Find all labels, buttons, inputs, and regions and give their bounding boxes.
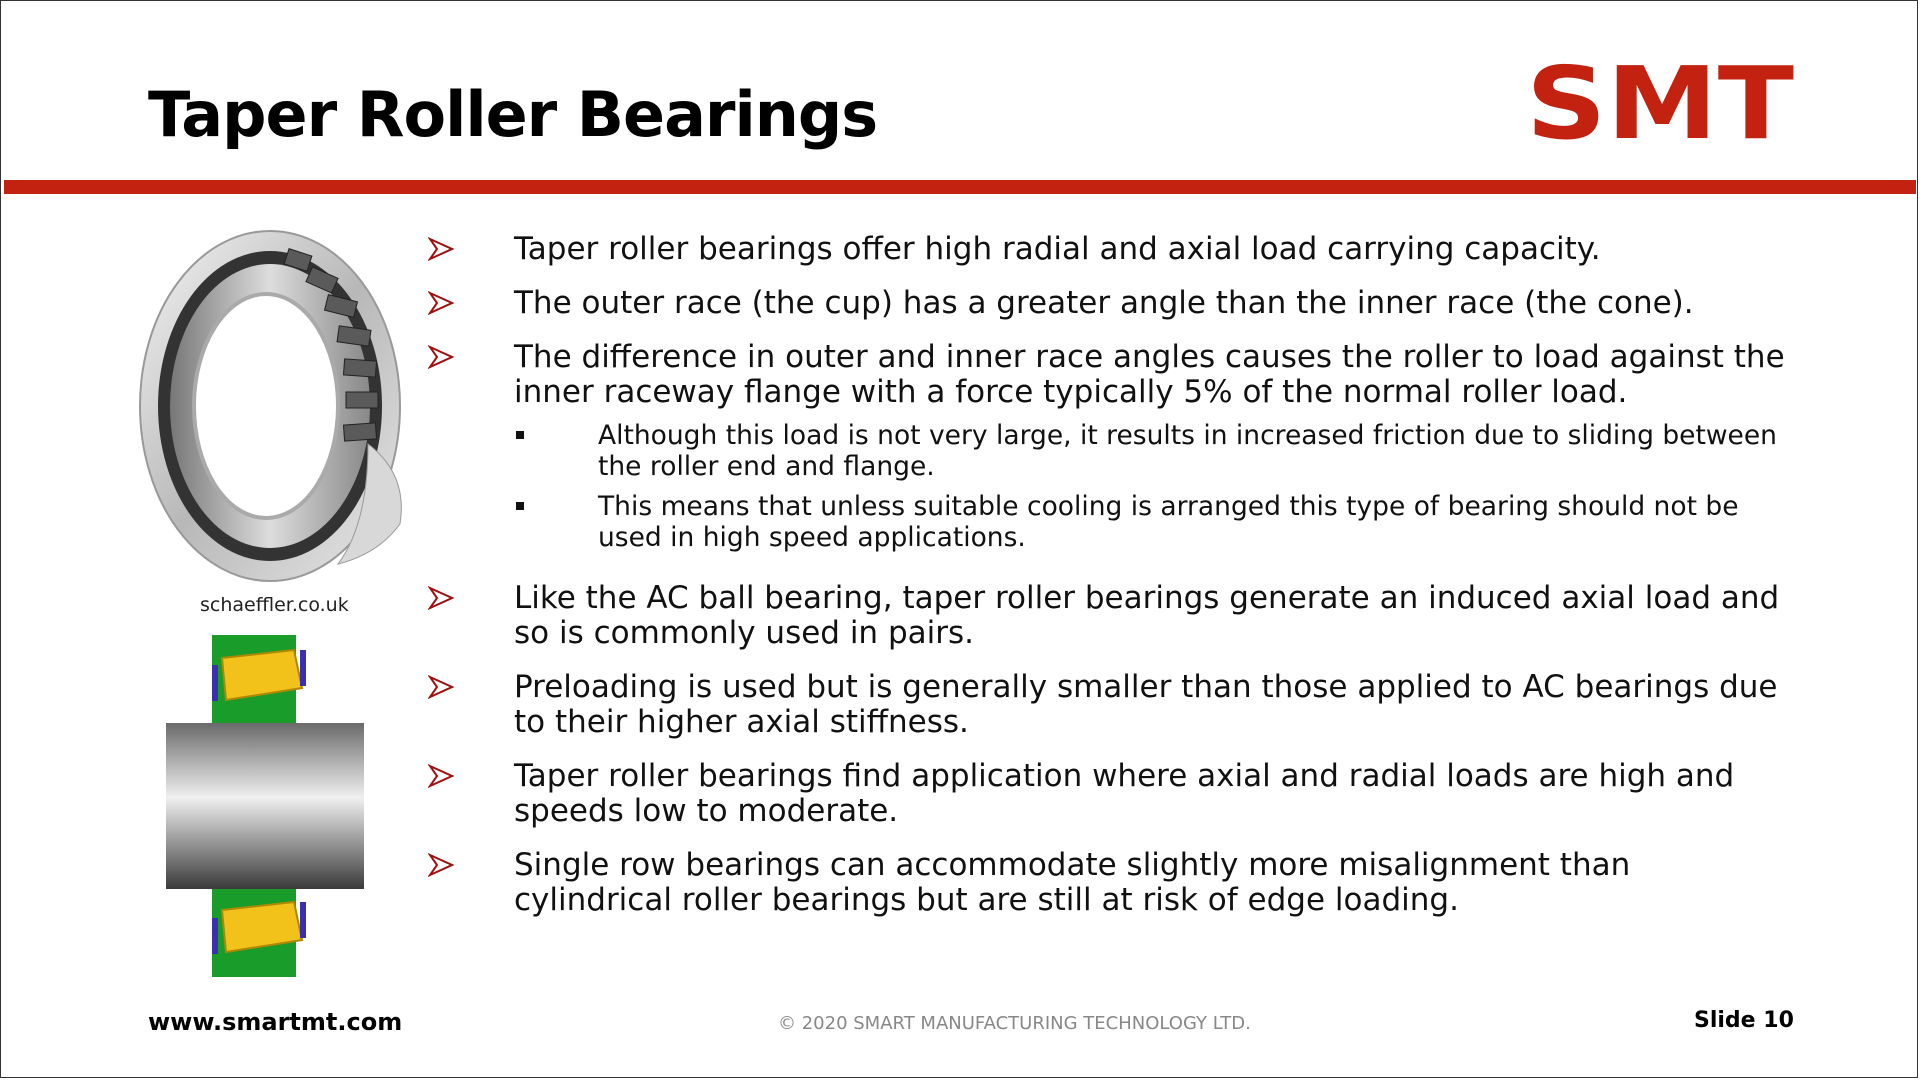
sub-bullet-text: This means that unless suitable cooling is arranged this type of bearing should not be used in high speed applications. bbox=[598, 491, 1739, 553]
bullet-text: Taper roller bearings offer high radial and axial load carrying capacity. bbox=[514, 231, 1601, 267]
slide-number: Slide 10 bbox=[1694, 1008, 1794, 1033]
bullet-item bbox=[428, 340, 1788, 410]
bullet-item bbox=[428, 232, 1788, 267]
arrowhead-bullet-icon bbox=[428, 344, 454, 370]
bullet-item bbox=[428, 670, 1788, 740]
bullet-item bbox=[428, 286, 1788, 321]
arrowhead-bullet-icon bbox=[428, 763, 454, 789]
bullet-list bbox=[428, 232, 1788, 937]
bullet-text: Taper roller bearings find application where axial and radial loads are high and speeds low to moderate. bbox=[514, 758, 1735, 829]
bullet-text: Preloading is used but is generally smaller than those applied to AC bearings due to their higher axial stiffness. bbox=[514, 669, 1778, 740]
arrowhead-bullet-icon bbox=[428, 852, 454, 878]
bullet-text: The difference in outer and inner race angles causes the roller to load against the inner raceway flange with a force typically 5% of the normal roller load. bbox=[514, 339, 1785, 410]
sub-bullet-item bbox=[428, 491, 1788, 553]
svg-text:SMT: SMT bbox=[1526, 50, 1794, 150]
taper-bearing-image bbox=[138, 224, 418, 584]
smt-logo bbox=[1526, 50, 1796, 150]
bearing-cross-section-diagram bbox=[160, 630, 370, 980]
arrowhead-bullet-icon bbox=[428, 290, 454, 316]
bullet-item bbox=[428, 581, 1788, 651]
arrowhead-bullet-icon bbox=[428, 236, 454, 262]
sub-bullet-item bbox=[428, 420, 1788, 482]
image-credit: schaeffler.co.uk bbox=[200, 594, 349, 616]
footer-website: www.smartmt.com bbox=[148, 1008, 403, 1036]
bullet-item bbox=[428, 759, 1788, 829]
arrowhead-bullet-icon bbox=[428, 674, 454, 700]
bullet-text: Single row bearings can accommodate slightly more misalignment than cylindrical roller bearings but are still at risk of edge loading. bbox=[514, 847, 1631, 918]
sub-bullet-text: Although this load is not very large, it results in increased friction due to sliding between the roller end and flange. bbox=[598, 420, 1777, 482]
bullet-item bbox=[428, 848, 1788, 918]
square-bullet-icon bbox=[516, 502, 524, 510]
arrowhead-bullet-icon bbox=[428, 585, 454, 611]
square-bullet-icon bbox=[516, 431, 524, 439]
bullet-text: The outer race (the cup) has a greater angle than the inner race (the cone). bbox=[514, 285, 1694, 321]
accent-rule bbox=[4, 180, 1916, 194]
bullet-text: Like the AC ball bearing, taper roller bearings generate an induced axial load and so is commonly used in pairs. bbox=[514, 580, 1780, 651]
slide-title: Taper Roller Bearings bbox=[148, 78, 878, 151]
footer-copyright: © 2020 SMART MANUFACTURING TECHNOLOGY LTD. bbox=[778, 1013, 1251, 1034]
